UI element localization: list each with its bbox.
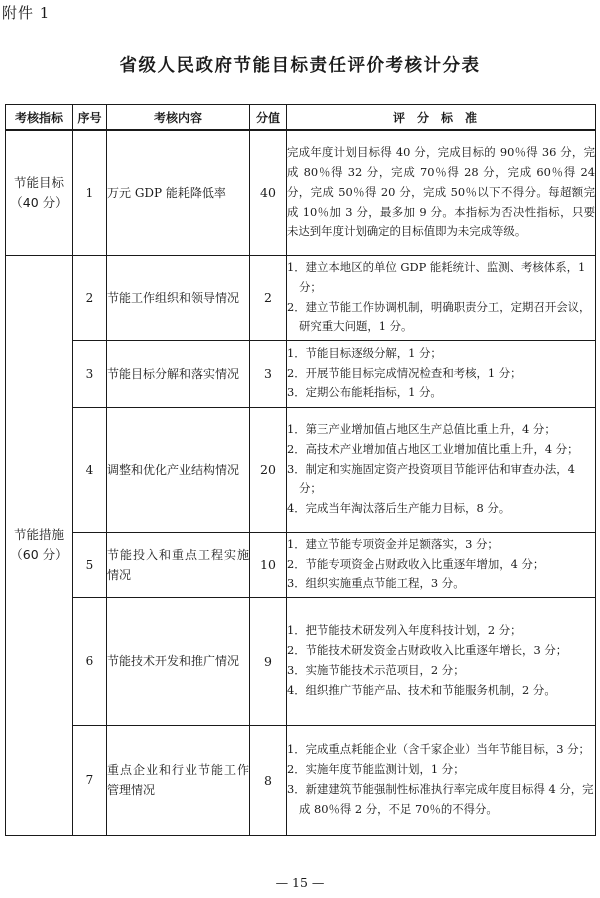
table-row xyxy=(6,407,596,532)
row-criteria xyxy=(287,407,596,532)
category-cell xyxy=(6,130,73,255)
page-title: 省级人民政府节能目标责任评价考核计分表 xyxy=(119,56,481,76)
row-score: 20 xyxy=(250,407,287,532)
row-content: 调整和优化产业结构情况 xyxy=(107,407,250,532)
criteria-item: 1．建立节能专项资金并足额落实，3 分； xyxy=(287,536,499,551)
category-cell xyxy=(6,255,73,835)
row-seq: 1 xyxy=(73,130,107,255)
criteria-item: 3．新建建筑节能强制性标准执行率完成年度目标得 4 分，完成 80％得 2 分，不足 70％的不得分。 xyxy=(287,782,594,816)
table-row xyxy=(6,532,596,597)
row-seq: 5 xyxy=(73,532,107,597)
row-content: 节能技术开发和推广情况 xyxy=(107,597,250,725)
row-content: 节能目标分解和落实情况 xyxy=(107,340,250,407)
row-score: 2 xyxy=(250,255,287,340)
row-seq: 2 xyxy=(73,255,107,340)
table-row xyxy=(6,340,596,407)
header-indicator: 考核指标 xyxy=(6,105,73,131)
row-seq: 7 xyxy=(73,725,107,835)
table-row xyxy=(6,130,596,255)
row-seq: 6 xyxy=(73,597,107,725)
criteria-item: 3．组织实施重点节能工程，3 分。 xyxy=(287,576,465,591)
category-name: 节能措施 xyxy=(13,527,64,542)
header-content: 考核内容 xyxy=(107,105,250,131)
criteria-item: 3．制定和实施固定资产投资项目节能评估和审查办法，4 分； xyxy=(287,461,575,496)
criteria-item: 1．第三产业增加值占地区生产总值比重上升，4 分； xyxy=(287,422,556,436)
header-score: 分值 xyxy=(250,105,287,131)
header-criteria: 评分标准 xyxy=(287,105,596,131)
row-score: 10 xyxy=(250,532,287,597)
row-seq: 4 xyxy=(73,407,107,532)
category-points: （40 分） xyxy=(10,194,68,210)
row-criteria xyxy=(287,255,596,340)
table-header-row xyxy=(6,105,596,131)
row-content: 节能工作组织和领导情况 xyxy=(107,255,250,340)
header-seq: 序号 xyxy=(73,105,107,131)
criteria-item: 1．完成重点耗能企业（含千家企业）当年节能目标，3 分； xyxy=(287,742,590,757)
category-points: （60 分） xyxy=(10,547,68,562)
row-score: 8 xyxy=(250,725,287,835)
criteria-item: 3．定期公布能耗指标，1 分。 xyxy=(287,385,442,400)
table-row xyxy=(6,725,596,835)
criteria-item: 4．完成当年淘汰落后生产能力目标，8 分。 xyxy=(287,501,511,516)
row-score: 9 xyxy=(250,597,287,725)
row-score: 40 xyxy=(250,130,287,255)
row-content: 节能投入和重点工程实施情况 xyxy=(107,532,250,597)
table-row xyxy=(6,255,596,340)
row-criteria xyxy=(287,597,596,725)
criteria-item: 4．组织推广节能产品、技术和节能服务机制，2 分。 xyxy=(287,682,556,697)
category-name: 节能目标 xyxy=(13,174,64,190)
row-criteria xyxy=(287,340,596,407)
criteria-item: 2．高技术产业增加值占地区工业增加值比重上升，4 分； xyxy=(287,441,579,456)
criteria-item: 2．节能技术研发资金占财政收入比重逐年增长，3 分； xyxy=(287,643,568,658)
row-criteria xyxy=(287,725,596,835)
criteria-item: 2．建立节能工作协调机制，明确职责分工，定期召开会议，研究重大问题，1 分。 xyxy=(287,299,591,334)
criteria-text: 完成年度计划目标得 40 分，完成目标的 90％得 36 分，完成 80％得 32 分，完成 70％得 28 分，完成 60％得 24 分，完成 50％得 20 分，完成 50％以下不得分。每超额完成 10％加 3 分，最多加 9 分。本指标为否决性指标，只要未达到年度计划确定的目标值即为未完成等级。 xyxy=(287,145,595,239)
row-criteria xyxy=(287,130,596,255)
criteria-item: 2．节能专项资金占财政收入比重逐年增加，4 分； xyxy=(287,556,545,571)
criteria-item: 3．实施节能技术示范项目，2 分； xyxy=(287,663,465,677)
table-row xyxy=(6,597,596,725)
criteria-item: 1．建立本地区的单位 GDP 能耗统计、监测、考核体系，1 分； xyxy=(287,259,586,294)
row-seq: 3 xyxy=(73,340,107,407)
criteria-item: 2．开展节能目标完成情况检查和考核，1 分； xyxy=(287,365,522,380)
criteria-item: 1．节能目标逐级分解，1 分； xyxy=(287,345,442,360)
criteria-item: 1．把节能技术研发列入年度科技计划，2 分； xyxy=(287,623,522,638)
row-content: 万元 GDP 能耗降低率 xyxy=(107,130,250,255)
page-number: — 15 — xyxy=(275,875,325,890)
row-criteria xyxy=(287,532,596,597)
scoring-table xyxy=(5,104,596,836)
row-content: 重点企业和行业节能工作管理情况 xyxy=(107,725,250,835)
row-score: 3 xyxy=(250,340,287,407)
attachment-label: 附件 1 xyxy=(2,4,51,22)
criteria-item: 2．实施年度节能监测计划，1 分； xyxy=(287,762,465,777)
